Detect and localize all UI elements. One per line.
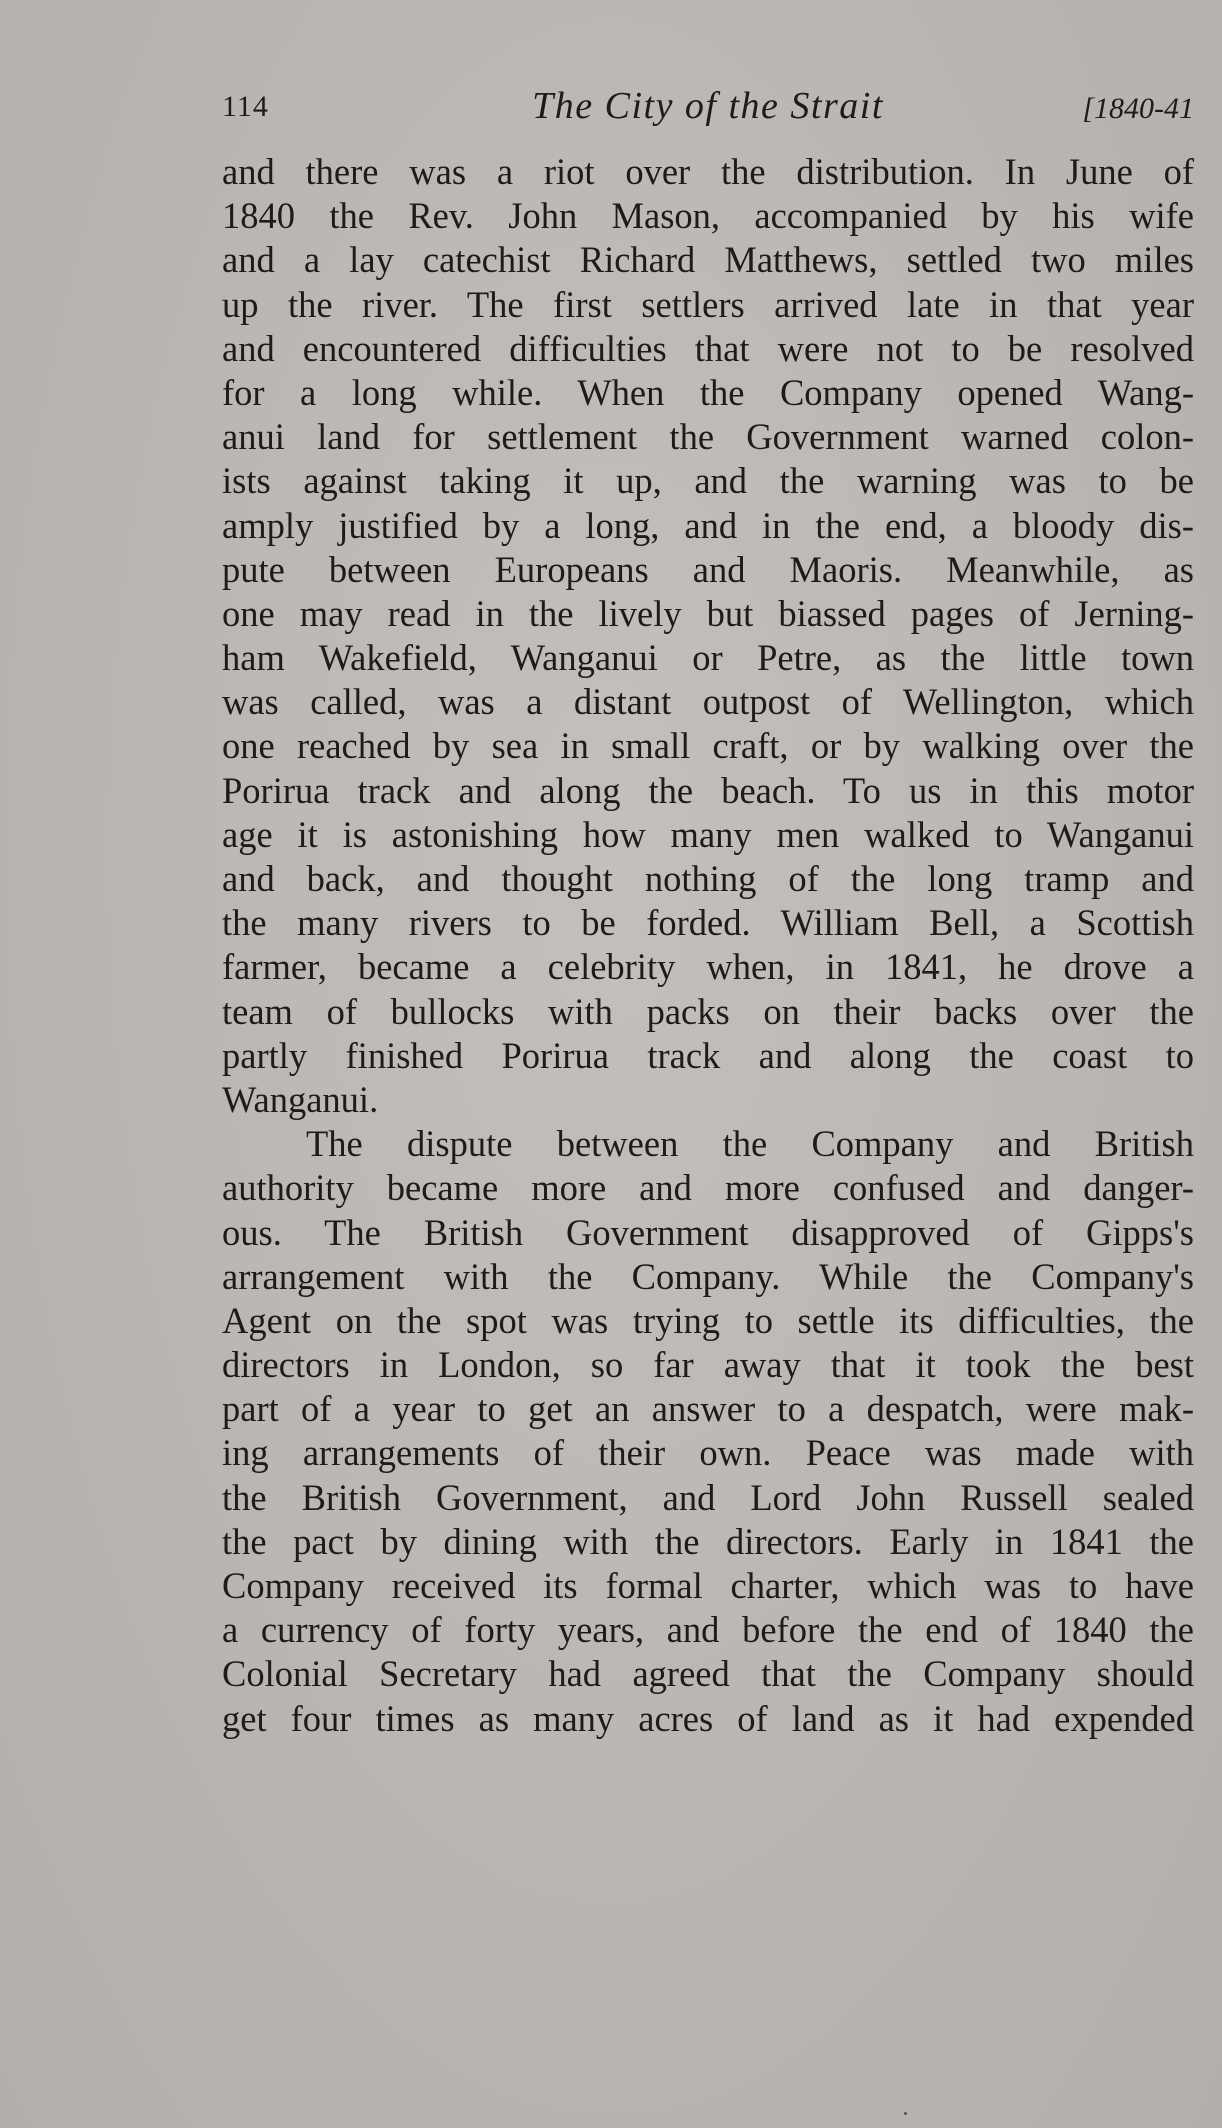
text-line: for a long while. When the Company opened Wang- [222,371,1194,413]
paragraph [222,1122,1194,1741]
text-line: anui land for settlement the Government warned colon- [222,416,1194,458]
text-line: authority became more and more confused and danger- [222,1167,1194,1209]
page-speck [904,2112,907,2115]
page-number: 114 [222,90,269,123]
book-title: The City of the Strait [532,85,884,127]
text-line: Agent on the spot was trying to settle its difficulties, the [222,1299,1194,1341]
text-line: partly finished Porirua track and along the coast to [222,1034,1194,1076]
paragraph [222,150,1194,1122]
text-line: pute between Europeans and Maoris. Meanwhile, as [222,548,1194,590]
text-line: the British Government, and Lord John Russell sealed [222,1476,1194,1518]
text-line: Colonial Secretary had agreed that the Company should [222,1653,1194,1695]
text-line: and encountered difficulties that were not to be resolved [222,327,1194,369]
text-line: 1840 the Rev. John Mason, accompanied by his wife [222,195,1194,237]
text-line: amply justified by a long, and in the end, a bloody dis- [222,504,1194,546]
text-line: get four times as many acres of land as it had expended [222,1697,1194,1739]
text-line: up the river. The first settlers arrived late in that year [222,283,1194,325]
running-head [222,84,1194,134]
text-line: and back, and thought nothing of the long tramp and [222,858,1194,899]
text-line: and there was a riot over the distribution. In June of [222,151,1194,192]
text-line: The dispute between the Company and British [306,1123,1194,1165]
text-line: ists against taking it up, and the warning was to be [222,460,1194,502]
text-line: ing arrangements of their own. Peace was made with [222,1432,1194,1474]
text-line: age it is astonishing how many men walked to Wanganui [222,813,1194,855]
text-line: Wanganui. [222,1078,379,1120]
text-line: ham Wakefield, Wanganui or Petre, as the little town [222,637,1194,679]
text-line: directors in London, so far away that it took the best [222,1344,1194,1386]
date-range: [1840-41 [1082,92,1194,125]
text-line: and a lay catechist Richard Matthews, settled two miles [222,239,1194,281]
text-line: one may read in the lively but biassed pages of Jerning- [222,592,1194,634]
text-line: was called, was a distant outpost of Wellington, which [222,681,1194,723]
text-line: a currency of forty years, and before the end of 1840 the [222,1609,1194,1651]
text-line: arrangement with the Company. While the Company's [222,1255,1194,1297]
text-line: one reached by sea in small craft, or by walking over the [222,725,1194,767]
text-line: the pact by dining with the directors. Early in 1841 the [222,1520,1194,1562]
body-text [222,150,1194,1741]
text-line: team of bullocks with packs on their backs over the [222,990,1194,1032]
text-line: the many rivers to be forded. William Bell, a Scottish [222,902,1194,944]
text-line: ous. The British Government disapproved of Gipps's [222,1211,1194,1253]
text-line: farmer, became a celebrity when, in 1841, he drove a [222,946,1194,988]
text-line: Company received its formal charter, which was to have [222,1565,1194,1606]
text-line: part of a year to get an answer to a despatch, were mak- [222,1388,1194,1430]
text-line: Porirua track and along the beach. To us in this motor [222,769,1194,811]
